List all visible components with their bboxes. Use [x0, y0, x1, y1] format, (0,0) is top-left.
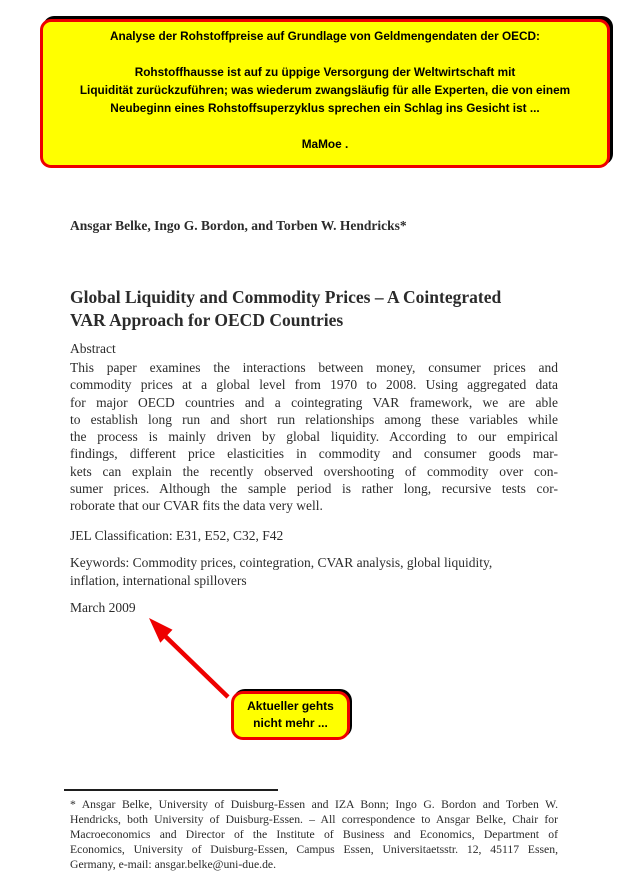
- abstract-line: the process is mainly driven by global liquidity. According to our empirical: [70, 429, 558, 444]
- abstract-line: This paper examines the interactions between money, consumer prices and: [70, 360, 558, 375]
- footnote-line: Hendricks, both University of Duisburg-Essen. – All correspondence to Ansgar Belke, Chair for: [70, 813, 558, 827]
- paper-title: [70, 286, 590, 331]
- footnote-text: [70, 797, 558, 872]
- date-line: March 2009: [70, 600, 136, 615]
- abstract-line: sumer prices. Although the sample period is rather long, recursive tests cor-: [70, 480, 558, 496]
- paper-title-line: VAR Approach for OECD Countries: [70, 309, 344, 330]
- abstract-line: kets can explain the recently observed overshooting of commodity over con-: [70, 463, 558, 479]
- footnote-divider: [64, 789, 278, 791]
- footnote-line: Germany, e-mail: ansgar.belke@uni-due.de.: [70, 858, 277, 872]
- banner-line: Neubeginn eines Rohstoffsuperzyklus sprechen ein Schlag ins Gesicht ist ...: [110, 101, 540, 115]
- abstract-line: roborate that our CVAR fits the data very well.: [70, 498, 323, 513]
- banner-line: Liquidität zurückzuführen; was wiederum zwangsläufig für alle Experten, die von einem: [79, 83, 571, 97]
- abstract-heading: Abstract: [70, 341, 116, 356]
- jel-classification: JEL Classification: E31, E52, C32, F42: [70, 528, 284, 543]
- footnote-line: * Ansgar Belke, University of Duisburg-Essen and IZA Bonn; Ingo G. Bordon and Torben W.: [70, 798, 558, 811]
- abstract-line: for major OECD countries and a cointegrating VAR framework, we are able: [70, 394, 558, 410]
- abstract-line: to establish long run and short run relationships among these variables while: [70, 411, 558, 427]
- banner-line: Rohstoffhausse ist auf zu üppige Versorgung der Weltwirtschaft mit: [134, 65, 516, 79]
- annotation-banner: [40, 19, 610, 168]
- paper-title-line: Global Liquidity and Commodity Prices – A Cointegrated: [70, 287, 502, 307]
- footnote-line: Economics, University of Duisburg-Essen, Campus Essen, Universitaetsstr. 12, 45117 Essen,: [70, 843, 558, 857]
- keywords-block: [70, 554, 558, 590]
- abstract-text: [70, 359, 558, 514]
- keywords-line: Keywords: Commodity prices, cointegration, CVAR analysis, global liquidity,: [70, 555, 493, 570]
- red-arrow-icon: [138, 608, 238, 703]
- banner-line: Analyse der Rohstoffpreise auf Grundlage von Geldmengendaten der OECD:: [109, 29, 540, 43]
- abstract-line: commodity prices at a global level from 1970 to 2008. Using aggregated data: [70, 377, 558, 393]
- abstract-line: findings, different price elasticities in commodity and consumer goods mar-: [70, 446, 558, 462]
- banner-signature: MaMoe .: [301, 137, 349, 151]
- annotation-callout: [231, 691, 350, 740]
- authors-line: Ansgar Belke, Ingo G. Bordon, and Torben W. Hendricks*: [70, 218, 407, 233]
- callout-line: Aktueller gehts: [247, 699, 334, 713]
- callout-line: nicht mehr ...: [253, 715, 328, 730]
- keywords-line: inflation, international spillovers: [70, 573, 247, 588]
- footnote-line: Macroeconomics and Director of the Institute of Business and Economics, Department of: [70, 828, 558, 842]
